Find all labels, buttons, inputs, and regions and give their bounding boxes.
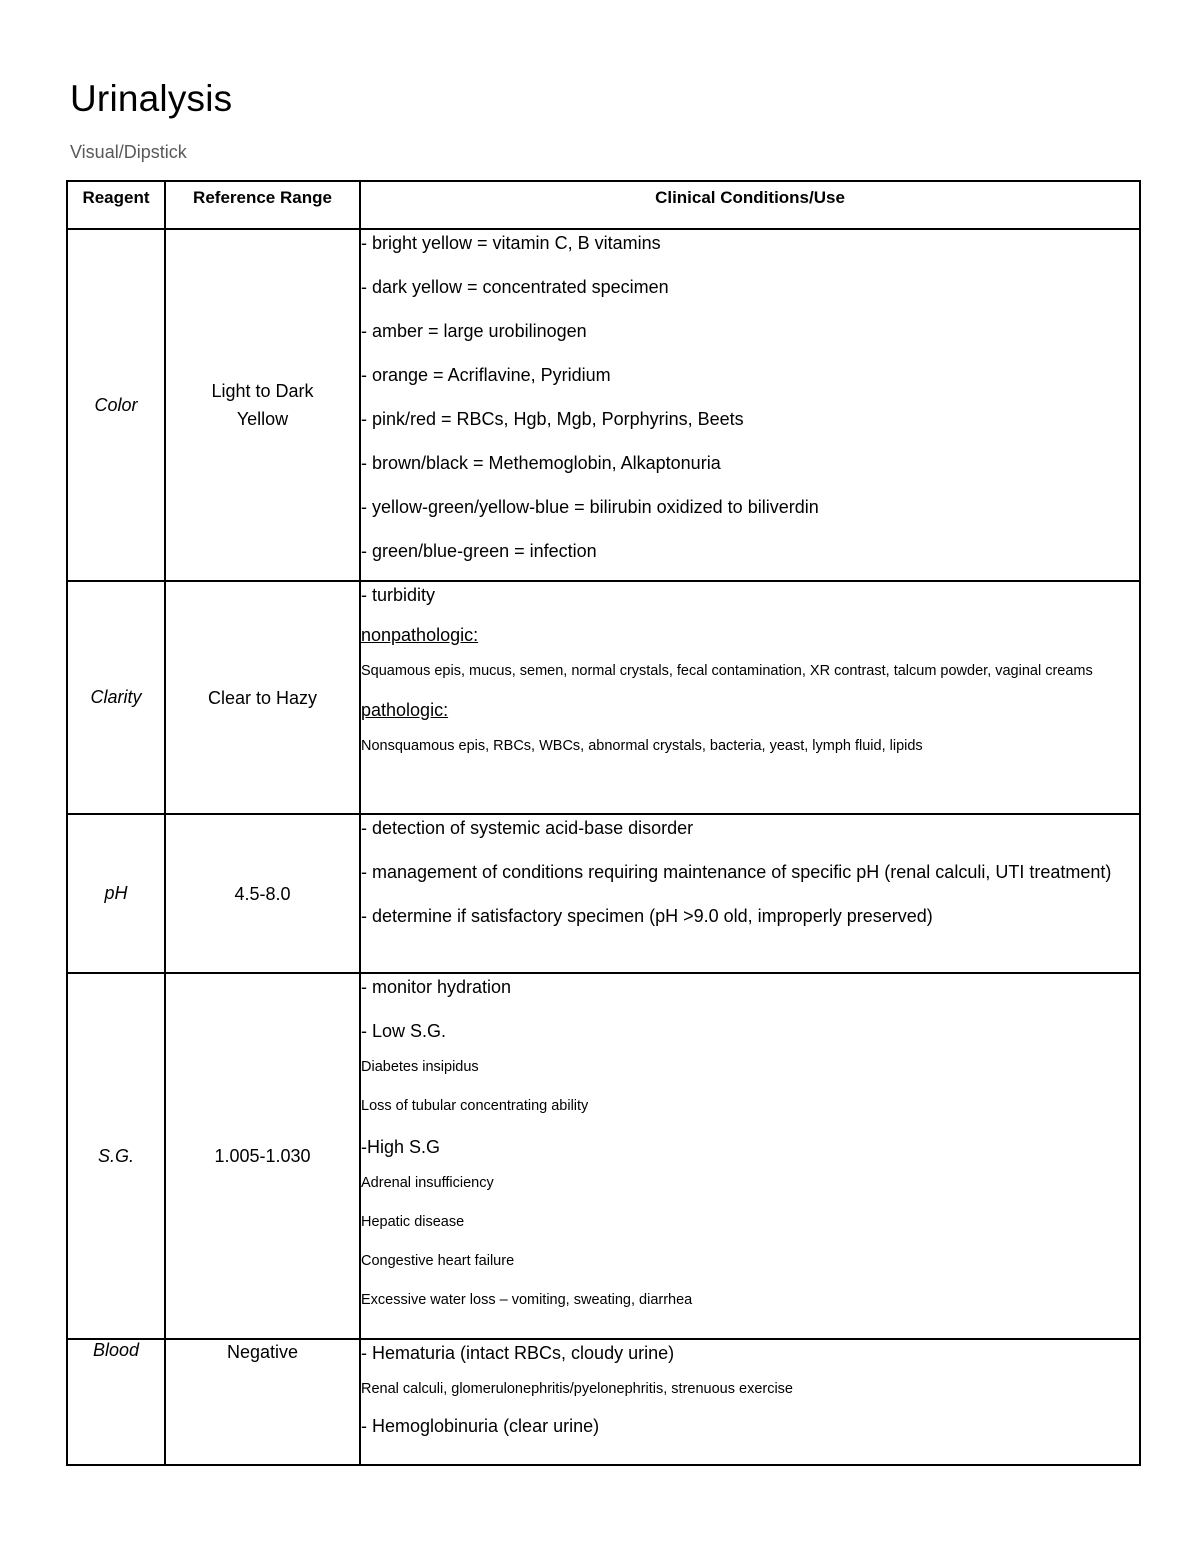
header-clinical-conditions: Clinical Conditions/Use (360, 181, 1140, 229)
reference-range-cell: Clear to Hazy (165, 581, 360, 814)
reagent-cell: pH (67, 814, 165, 973)
note-detail: Adrenal insufficiency (361, 1175, 494, 1191)
clinical-notes-cell (360, 581, 1140, 814)
reagent-cell: S.G. (67, 973, 165, 1339)
note-line: - amber = large urobilinogen (361, 321, 587, 341)
clinical-notes-cell (360, 814, 1140, 973)
clinical-notes-cell (360, 973, 1140, 1339)
header-reagent: Reagent (67, 181, 165, 229)
note-line: - management of conditions requiring maintenance of specific pH (renal calculi, UTI treatment) (361, 862, 1112, 882)
note-line: - monitor hydration (361, 977, 512, 997)
note-line: - Hematuria (intact RBCs, cloudy urine) (361, 1343, 675, 1363)
clinical-notes-cell (360, 1339, 1140, 1465)
note-line: - orange = Acriflavine, Pyridium (361, 365, 611, 385)
note-detail: Congestive heart failure (361, 1253, 515, 1269)
reference-range-cell: Negative (165, 1339, 360, 1465)
table-header-row (67, 181, 1140, 229)
note-detail: Renal calculi, glomerulonephritis/pyelonephritis, strenuous exercise (361, 1381, 793, 1397)
note-line: - Hemoglobinuria (clear urine) (361, 1416, 600, 1436)
note-line: - Low S.G. (361, 1021, 447, 1041)
table-row (67, 973, 1140, 1339)
table-row (67, 581, 1140, 814)
note-detail: Excessive water loss – vomiting, sweating, diarrhea (361, 1292, 693, 1308)
note-line: - turbidity (361, 585, 436, 605)
note-detail: Hepatic disease (361, 1214, 465, 1230)
reference-range-cell (165, 229, 360, 581)
note-detail: Nonsquamous epis, RBCs, WBCs, abnormal crystals, bacteria, yeast, lymph fluid, lipids (361, 738, 923, 754)
note-subheading: nonpathologic: (361, 625, 479, 645)
table-row (67, 1339, 1140, 1465)
reagent-cell: Color (67, 229, 165, 581)
note-line: - dark yellow = concentrated specimen (361, 277, 669, 297)
note-detail: Diabetes insipidus (361, 1059, 479, 1075)
note-line: - determine if satisfactory specimen (pH >9.0 old, improperly preserved) (361, 906, 933, 926)
note-line: - brown/black = Methemoglobin, Alkaptonuria (361, 453, 721, 473)
note-line: - green/blue-green = infection (361, 541, 597, 561)
note-line: - yellow-green/yellow-blue = bilirubin oxidized to biliverdin (361, 497, 819, 517)
page-title: Urinalysis (70, 78, 233, 119)
note-subheading: pathologic: (361, 700, 449, 720)
reagent-cell: Blood (67, 1339, 165, 1465)
table-row (67, 814, 1140, 973)
header-reference-range: Reference Range (165, 181, 360, 229)
reagent-cell: Clarity (67, 581, 165, 814)
note-line: - pink/red = RBCs, Hgb, Mgb, Porphyrins, Beets (361, 409, 744, 429)
urinalysis-table (66, 180, 1141, 1466)
note-detail: Loss of tubular concentrating ability (361, 1098, 589, 1114)
note-line: - detection of systemic acid-base disorder (361, 818, 694, 838)
note-detail: Squamous epis, mucus, semen, normal crystals, fecal contamination, XR contrast, talcum powder, vaginal creams (361, 663, 1093, 679)
page-subtitle: Visual/Dipstick (70, 142, 187, 162)
reference-range-cell: 1.005-1.030 (165, 973, 360, 1339)
note-line: -High S.G (361, 1137, 441, 1157)
clinical-notes-cell (360, 229, 1140, 581)
reference-range-cell: 4.5-8.0 (165, 814, 360, 973)
reference-range-text: Light to Dark Yellow (211, 381, 314, 429)
table-row (67, 229, 1140, 581)
note-line: - bright yellow = vitamin C, B vitamins (361, 233, 661, 253)
